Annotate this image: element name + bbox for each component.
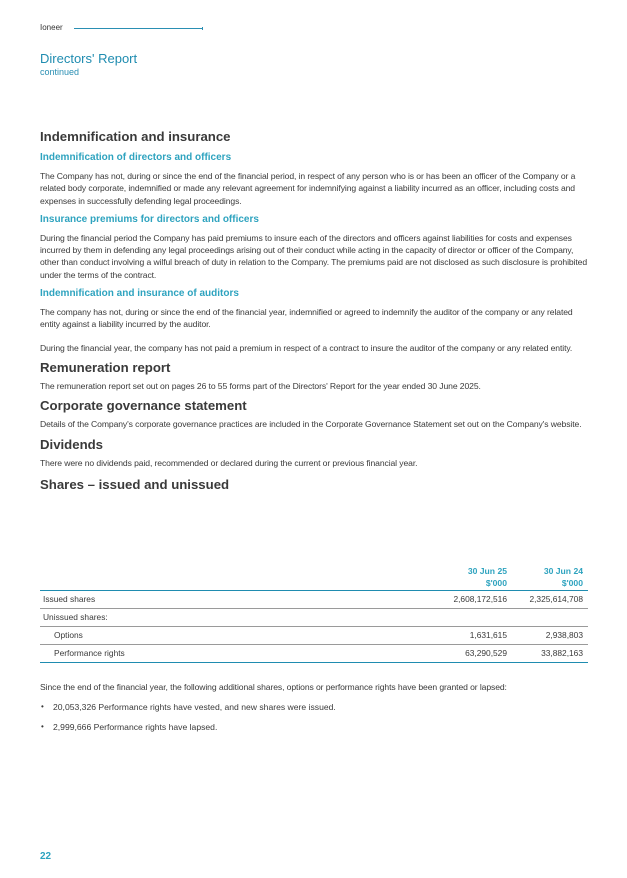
column-header-2025-date: 30 Jun 25: [467, 566, 507, 576]
heading-dividends: Dividends: [40, 436, 104, 452]
heading-governance: Corporate governance statement: [40, 398, 247, 414]
value-2024: 2,938,803: [545, 630, 583, 640]
shares-table-header: [40, 563, 588, 591]
paragraph-auditors-2: During the financial year, the company has not paid a premium in respect of a contract to insure the auditor of the company or any related entity.: [40, 342, 573, 353]
table-row: [40, 627, 588, 645]
page-title: Directors' Report: [40, 51, 138, 66]
value-2025: 2,608,172,516: [453, 594, 507, 604]
value-2024: 33,882,163: [541, 648, 583, 658]
column-header-2024-unit: $'000: [561, 578, 583, 588]
column-header-2025-unit: $'000: [485, 578, 507, 588]
page-number: 22: [40, 851, 52, 862]
table-row: [40, 591, 588, 609]
paragraph-post-year-end: Since the end of the financial year, the following additional shares, options or performance rights have been granted or lapsed:: [40, 682, 507, 692]
value-2025: 63,290,529: [465, 648, 507, 658]
list-item: • 20,053,326 Performance rights have vested, and new shares were issued.: [40, 701, 588, 713]
subheading-insurance-premiums: Insurance premiums for directors and officers: [40, 213, 259, 225]
paragraph-directors-officers: The Company has not, during or since the end of the financial period, in respect of any person who is or has been an officer of the Company or a related body corporate, indemnified or made any relevant agreement for indemnifying against a liability incurred as an officer, including costs and expenses in successfully defending legal proceedings.: [40, 171, 576, 206]
paragraph-insurance-premiums: During the financial period the Company has paid premiums to insure each of the directors and officers against liabilities for costs and expenses incurred by them in defending any legal proceedings arising out of their conduct while acting in the capacity of director or officer of the Company, other than conduct involving a wilful breach of duty in relation to the Company. The premiums paid are not disclosed as such disclosure is prohibited under the terms of the contract.: [40, 232, 588, 280]
row-label: Issued shares: [43, 594, 96, 604]
list-item: • 2,999,666 Performance rights have lapsed.: [40, 721, 588, 733]
subheading-directors-officers: Indemnification of directors and officers: [40, 152, 232, 163]
paragraph-remuneration: The remuneration report set out on pages 26 to 55 forms part of the Directors' Report for the year ended 30 June 2025.: [40, 380, 481, 391]
value-2024: 2,325,614,708: [529, 594, 583, 604]
brand-name: Ioneer: [40, 23, 63, 32]
header-rule: [74, 28, 202, 29]
paragraph-governance: Details of the Company's corporate governance practices are included in the Corporate Governance Statement set out on the Company's website.: [40, 419, 582, 430]
heading-indemnification: Indemnification and insurance: [40, 129, 231, 144]
value-2025: 1,631,615: [469, 630, 507, 640]
table-row: [40, 645, 588, 663]
paragraph-auditors-1: The company has not, during or since the end of the financial year, indemnified or agreed to indemnify the auditor of the company or any related entity against a liability incurred by the auditor.: [40, 307, 573, 330]
subheading-auditors: Indemnification and insurance of auditors: [40, 288, 239, 300]
row-label: Options: [54, 630, 83, 640]
row-label: Performance rights: [54, 648, 125, 658]
row-label: Unissued shares:: [43, 612, 108, 622]
column-header-2024-date: 30 Jun 24: [543, 566, 583, 576]
column-header-2024: [544, 565, 583, 589]
shares-table: [40, 563, 588, 663]
heading-shares: Shares – issued and unissued: [40, 476, 230, 492]
paragraph-dividends: There were no dividends paid, recommended or declared during the current or previous financial year.: [40, 457, 418, 468]
report-body: [40, 128, 588, 494]
page-subtitle: continued: [40, 67, 80, 77]
column-header-2025: [468, 565, 507, 589]
table-row: [40, 609, 588, 627]
heading-remuneration: Remuneration report: [40, 359, 171, 375]
post-year-end-section: [40, 681, 588, 733]
